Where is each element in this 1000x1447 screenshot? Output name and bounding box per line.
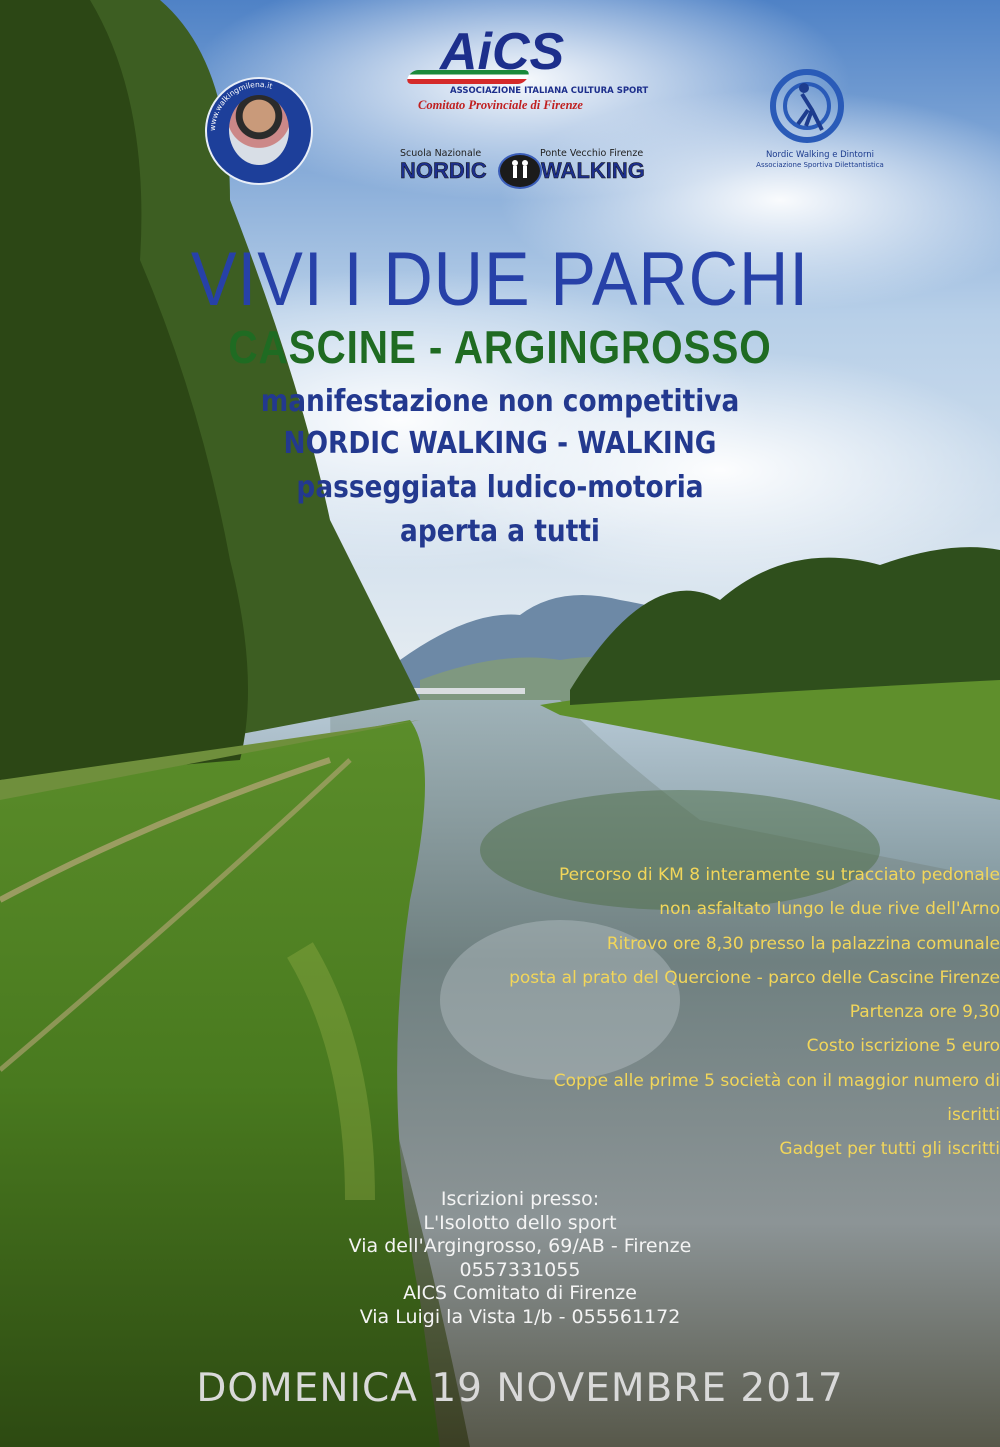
registration-line: Iscrizioni presso: (440, 1188, 600, 1210)
event-date: DOMENICA 19 NOVEMBRE 2017 (196, 1366, 844, 1411)
aics-wordmark: AiCS (440, 23, 565, 81)
tagline-line: aperta a tutti (400, 514, 600, 549)
detail-line: Percorso di KM 8 interamente su tracciato pedonale (558, 865, 1000, 885)
detail-line: posta al prato del Quercione - parco delle Cascine Firenze (509, 967, 1000, 988)
detail-line: iscritti (947, 1105, 1000, 1126)
event-subtitle: CASCINE - ARGINGROSSO (228, 321, 772, 373)
nwd-name: Nordic Walking e Dintorni (765, 150, 875, 160)
registration-line: AICS Comitato di Firenze (403, 1282, 637, 1304)
registration-line: Via dell'Argingrosso, 69/AB - Firenze (348, 1235, 692, 1257)
detail-line: Coppe alle prime 5 società con il maggior numero di (553, 1070, 1000, 1091)
walking-word: WALKING (541, 158, 645, 183)
registration-line: Via Luigi la Vista 1/b - 055561172 (359, 1305, 681, 1328)
event-details (440, 858, 1000, 1167)
registration-line: L'Isolotto dello sport (423, 1211, 617, 1234)
tagline-line: passeggiata ludico-motoria (296, 470, 704, 505)
aics-logo (400, 23, 650, 114)
nordic-word: NORDIC (400, 158, 487, 183)
aics-committee: Comitato Provinciale di Firenze (418, 98, 583, 112)
ponte-vecchio-text: Ponte Vecchio Firenze (540, 148, 644, 159)
registration-line: 0557331055 (459, 1258, 581, 1281)
badge-ring-text (207, 79, 311, 183)
svg-text:www.walkingmilena.it (208, 80, 274, 131)
nordic-walking-school-logo (398, 148, 654, 186)
detail-line: non asfaltato lungo le due rive dell'Arno (659, 899, 1000, 920)
detail-line: Ritrovo ore 8,30 presso la palazzina comunale (606, 933, 1000, 954)
event-title: VIVI I DUE PARCHI (190, 237, 810, 322)
scuola-nazionale-text: Scuola Nazionale (400, 148, 482, 159)
nordic-walking-dintorni-logo (740, 66, 900, 176)
tagline-line: NORDIC WALKING - WALKING (283, 426, 717, 461)
detail-line: Partenza ore 9,30 (849, 1002, 1000, 1023)
registration-info (300, 1188, 740, 1329)
walkingmilena-badge (205, 77, 313, 185)
walkers-circle-icon (498, 153, 542, 189)
detail-line: Gadget per tutti gli iscritti (779, 1139, 1000, 1160)
detail-line: Costo iscrizione 5 euro (806, 1036, 1000, 1057)
badge-url-text: www.walkingmilena.it (207, 79, 274, 132)
aics-subtitle: ASSOCIAZIONE ITALIANA CULTURA SPORT (450, 86, 649, 96)
tagline-line: manifestazione non competitiva (260, 384, 740, 419)
nwd-subtitle: Associazione Sportiva Dilettantistica (756, 161, 884, 169)
walker-emblem-icon (762, 66, 852, 146)
